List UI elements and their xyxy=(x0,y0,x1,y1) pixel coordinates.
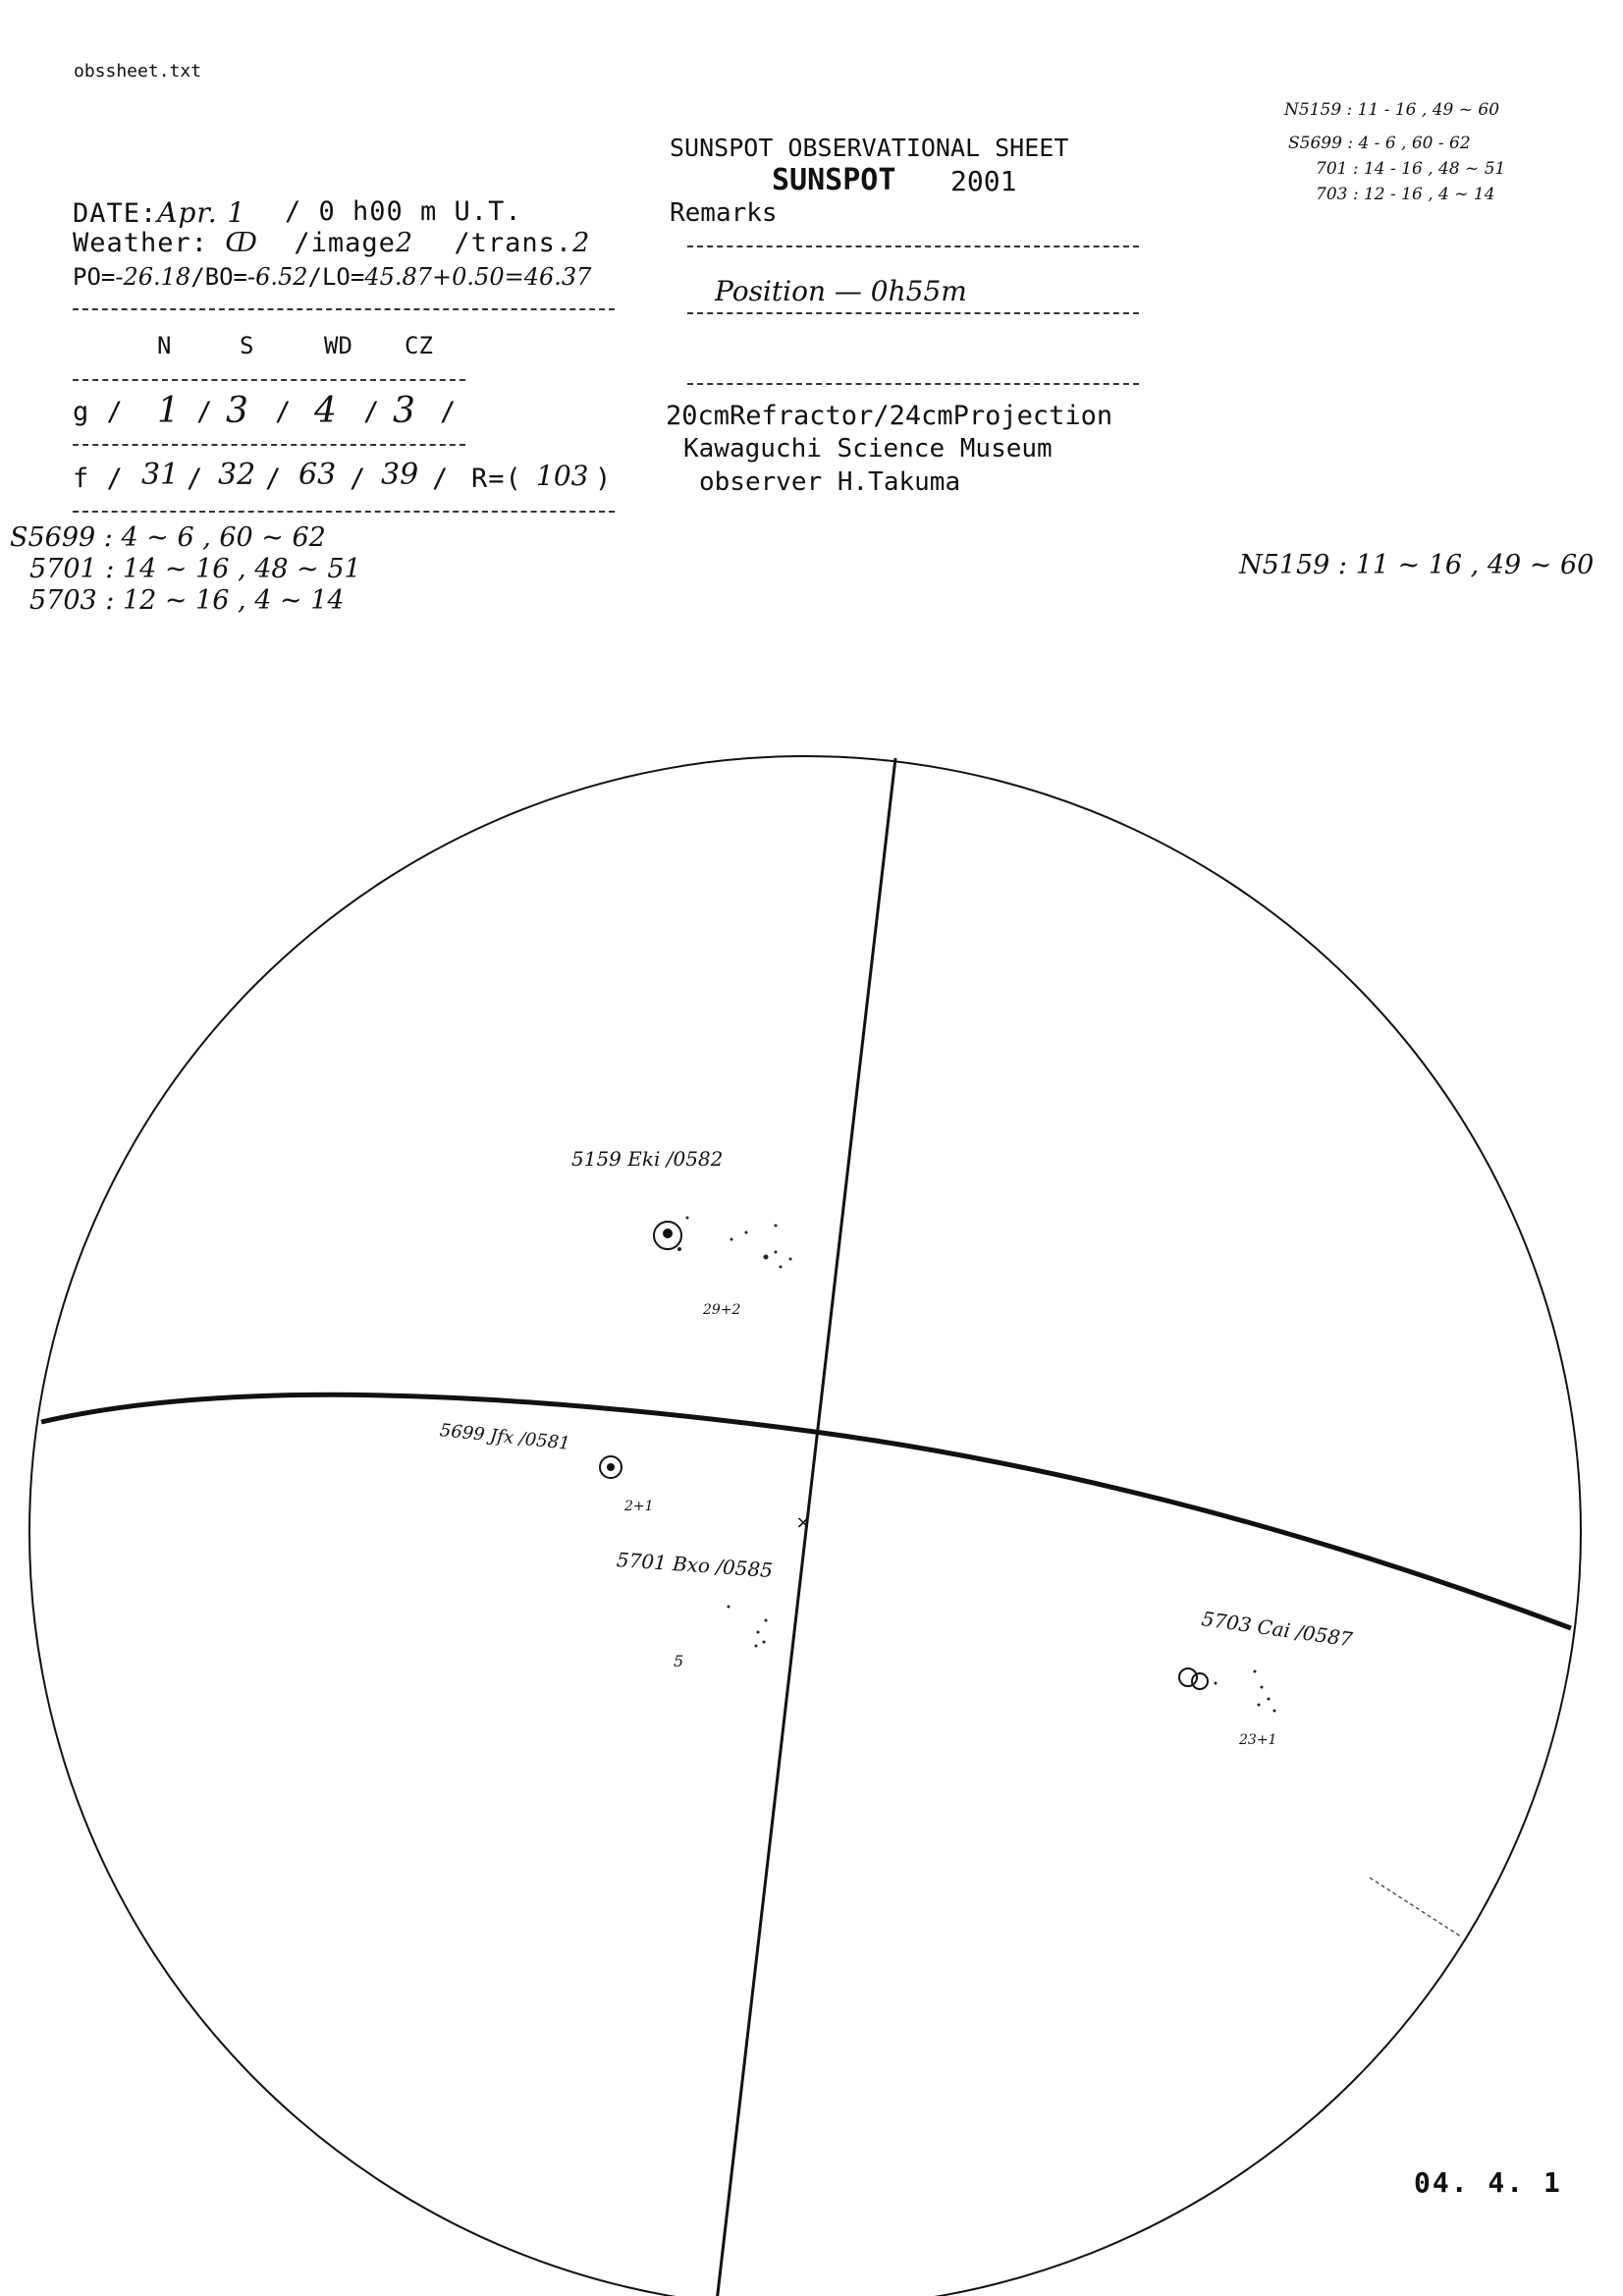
group-count: 5 xyxy=(674,1652,684,1670)
r-label: R=( xyxy=(471,464,522,494)
weather-value: ↀ xyxy=(225,228,258,258)
note-left: 5703 : 12 ~ 16 , 4 ~ 14 xyxy=(29,585,345,616)
remarks-value: Position — 0h55m xyxy=(715,275,967,307)
header-cz: CZ xyxy=(405,332,433,359)
separator: / xyxy=(196,397,214,427)
institution: Kawaguchi Science Museum xyxy=(683,434,1053,464)
p0-label: PO= xyxy=(73,263,116,291)
group-label: 5699 Jfx /0581 xyxy=(438,1420,571,1454)
group-count: 29+2 xyxy=(703,1302,741,1318)
note-left: S5699 : 4 ~ 6 , 60 ~ 62 xyxy=(10,522,326,553)
separator: / xyxy=(187,464,204,494)
r-value: 103 xyxy=(536,460,589,492)
note-left: 5701 : 14 ~ 16 , 48 ~ 51 xyxy=(29,554,361,584)
date-value: Apr. 1 xyxy=(157,196,246,229)
group-count: 23+1 xyxy=(1239,1732,1277,1748)
remarks-label: Remarks xyxy=(670,198,778,228)
separator: / xyxy=(432,464,450,494)
image-label: /image xyxy=(294,228,396,258)
sunspot-umbra xyxy=(663,1229,673,1238)
weather-label: Weather: xyxy=(73,228,209,258)
group-count: 2+1 xyxy=(624,1499,654,1514)
f-value-n: 31 xyxy=(141,458,180,492)
l0-label: /LO= xyxy=(307,263,365,291)
g-value-s: 3 xyxy=(226,391,248,431)
group-label: 5703 Cai /0587 xyxy=(1200,1607,1355,1652)
f-label: f / xyxy=(73,464,124,494)
r-close: ) xyxy=(595,464,613,494)
sunspot-cluster xyxy=(728,1606,768,1648)
separator: / xyxy=(265,464,283,494)
time-value: / 0 h00 m U.T. xyxy=(285,196,522,227)
disk-center-mark: × xyxy=(795,1512,811,1533)
separator: / xyxy=(440,397,458,427)
note-right: N5159 : 11 ~ 16 , 49 ~ 60 xyxy=(1239,550,1595,580)
g-value-wd: 4 xyxy=(314,391,337,431)
g-value-n: 1 xyxy=(157,391,180,431)
sheet-year: 2001 xyxy=(950,165,1017,197)
header-s: S xyxy=(240,332,254,359)
trans-value: 2 xyxy=(572,228,591,258)
f-value-wd: 63 xyxy=(298,458,337,492)
f-value-cz: 39 xyxy=(381,458,419,492)
group-label: 5701 Bxo /0585 xyxy=(616,1548,774,1583)
header-n: N xyxy=(157,332,172,359)
sunspot-cluster xyxy=(1215,1670,1276,1713)
b0-value: -6.52 xyxy=(246,263,308,291)
observer: observer H.Takuma xyxy=(699,467,961,497)
note-top-right: N5159 : 11 - 16 , 49 ~ 60 xyxy=(1284,100,1500,120)
file-label: obssheet.txt xyxy=(74,61,202,82)
l0-value: 45.87+0.50=46.37 xyxy=(364,263,592,291)
date-label: DATE: xyxy=(73,198,158,229)
sheet-title: SUNSPOT OBSERVATIONAL SHEET xyxy=(670,134,1069,162)
separator: / xyxy=(350,464,367,494)
position-tick xyxy=(1370,1878,1461,1937)
trans-label: /trans. xyxy=(454,228,573,258)
sheet-subtitle: SUNSPOT xyxy=(772,163,896,197)
sunspot-penumbra xyxy=(1192,1673,1208,1689)
header-wd: WD xyxy=(324,332,352,359)
b0-label: /BO= xyxy=(190,263,247,291)
date-stamp: 04. 4. 1 xyxy=(1414,2166,1562,2199)
separator: / xyxy=(275,397,293,427)
image-value: 2 xyxy=(395,228,414,258)
sunspot-penumbra xyxy=(1179,1668,1197,1686)
p0-value: -26.18 xyxy=(115,263,191,291)
note-top-right: S5699 : 4 - 6 , 60 - 62 xyxy=(1288,134,1471,153)
sunspot-cluster xyxy=(677,1217,792,1269)
group-label: 5159 Eki /0582 xyxy=(571,1147,724,1171)
g-value-cz: 3 xyxy=(393,391,415,431)
separator: / xyxy=(363,397,381,427)
instrument: 20cmRefractor/24cmProjection xyxy=(666,401,1113,431)
f-value-s: 32 xyxy=(218,458,256,492)
note-top-right: 701 : 14 - 16 , 48 ~ 51 xyxy=(1316,159,1506,179)
g-label: g / xyxy=(73,397,124,427)
sunspot-umbra xyxy=(607,1463,615,1471)
note-top-right: 703 : 12 - 16 , 4 ~ 14 xyxy=(1316,185,1495,204)
